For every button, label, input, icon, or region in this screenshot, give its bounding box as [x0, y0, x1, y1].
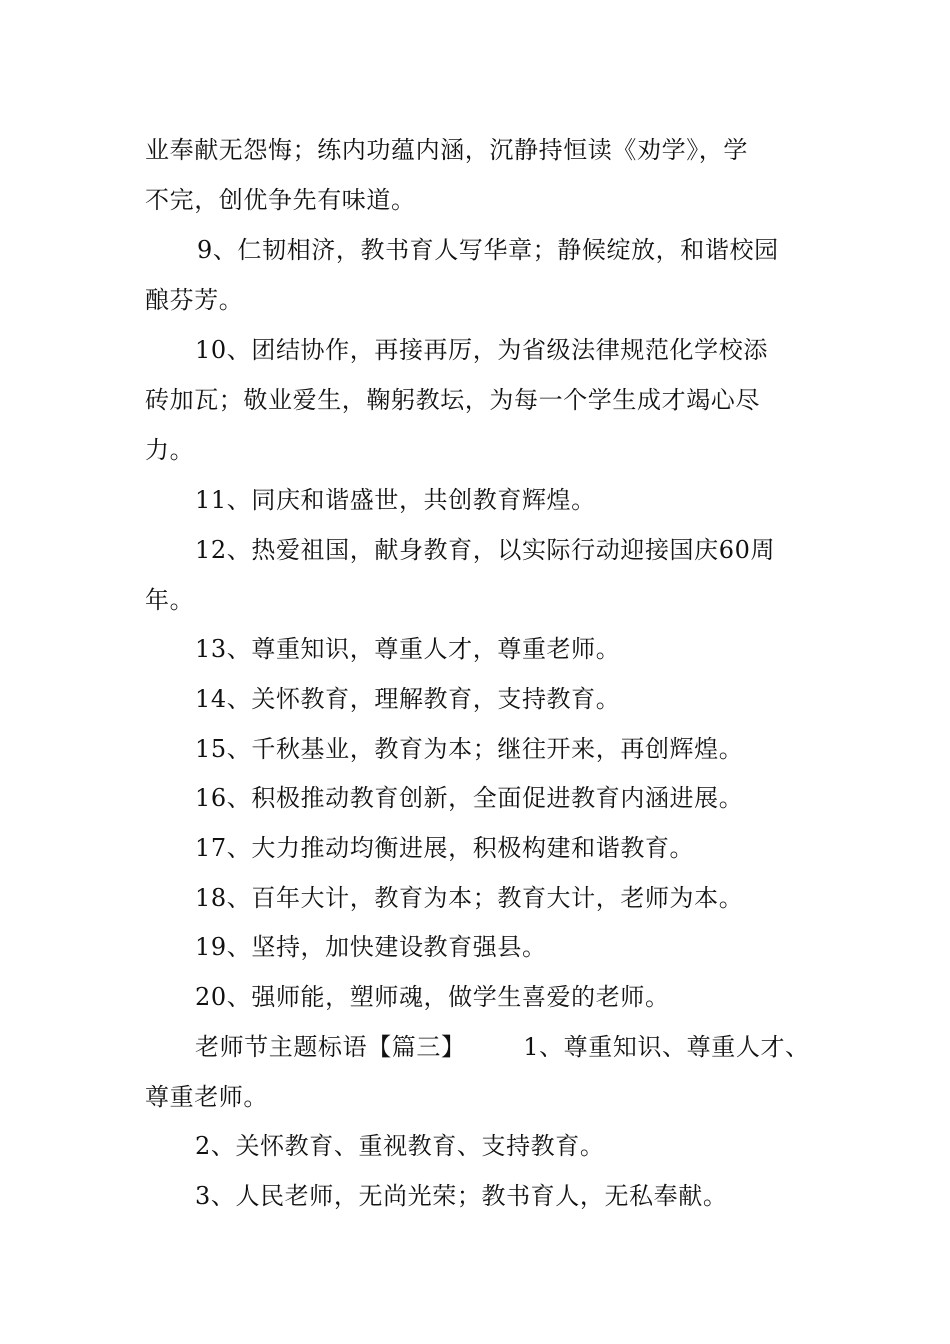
text-line: 13、尊重知识，尊重人才，尊重老师。 [195, 635, 621, 663]
text-line: 尊重老师。 [145, 1083, 268, 1111]
text-line: 18、百年大计，教育为本；教育大计，老师为本。 [195, 884, 744, 912]
text-line: 15、千秋基业，教育为本；继往开来，再创辉煌。 [195, 735, 744, 763]
text-line: 20、强师能，塑师魂，做学生喜爱的老师。 [195, 983, 670, 1011]
text-line: 11、同庆和谐盛世，共创教育辉煌。 [195, 486, 596, 514]
text-line: 酿芬芳。 [145, 286, 244, 314]
text-line: 砖加瓦；敬业爱生，鞠躬教坛，为每一个学生成才竭心尽 [145, 386, 760, 414]
text-line: 力。 [145, 436, 195, 464]
text-line: 14、关怀教育，理解教育，支持教育。 [195, 685, 621, 713]
text-line: 9、仁韧相济，教书育人写华章；静候绽放，和谐校园 [197, 236, 779, 264]
text-line: 12、热爱祖国，献身教育，以实际行动迎接国庆60周 [195, 536, 776, 564]
text-line: 业奉献无怨悔；练内功蕴内涵，沉静持恒读《劝学》，学 [145, 136, 748, 164]
text-line: 不完，创优争先有味道。 [145, 186, 416, 214]
text-line: 19、坚持，加快建设教育强县。 [195, 933, 547, 961]
text-line: 16、积极推动教育创新，全面促进教育内涵进展。 [195, 784, 744, 812]
text-line: 2、关怀教育、重视教育、支持教育。 [195, 1132, 605, 1160]
section-heading: 老师节主题标语【篇三】 1、尊重知识、尊重人才、 [195, 1033, 810, 1061]
text-line: 年。 [145, 586, 195, 614]
text-line: 10、团结协作，再接再厉，为省级法律规范化学校添 [195, 336, 768, 364]
text-line: 17、大力推动均衡进展，积极构建和谐教育。 [195, 834, 695, 862]
text-line: 3、人民老师，无尚光荣；教书育人，无私奉献。 [195, 1182, 728, 1210]
